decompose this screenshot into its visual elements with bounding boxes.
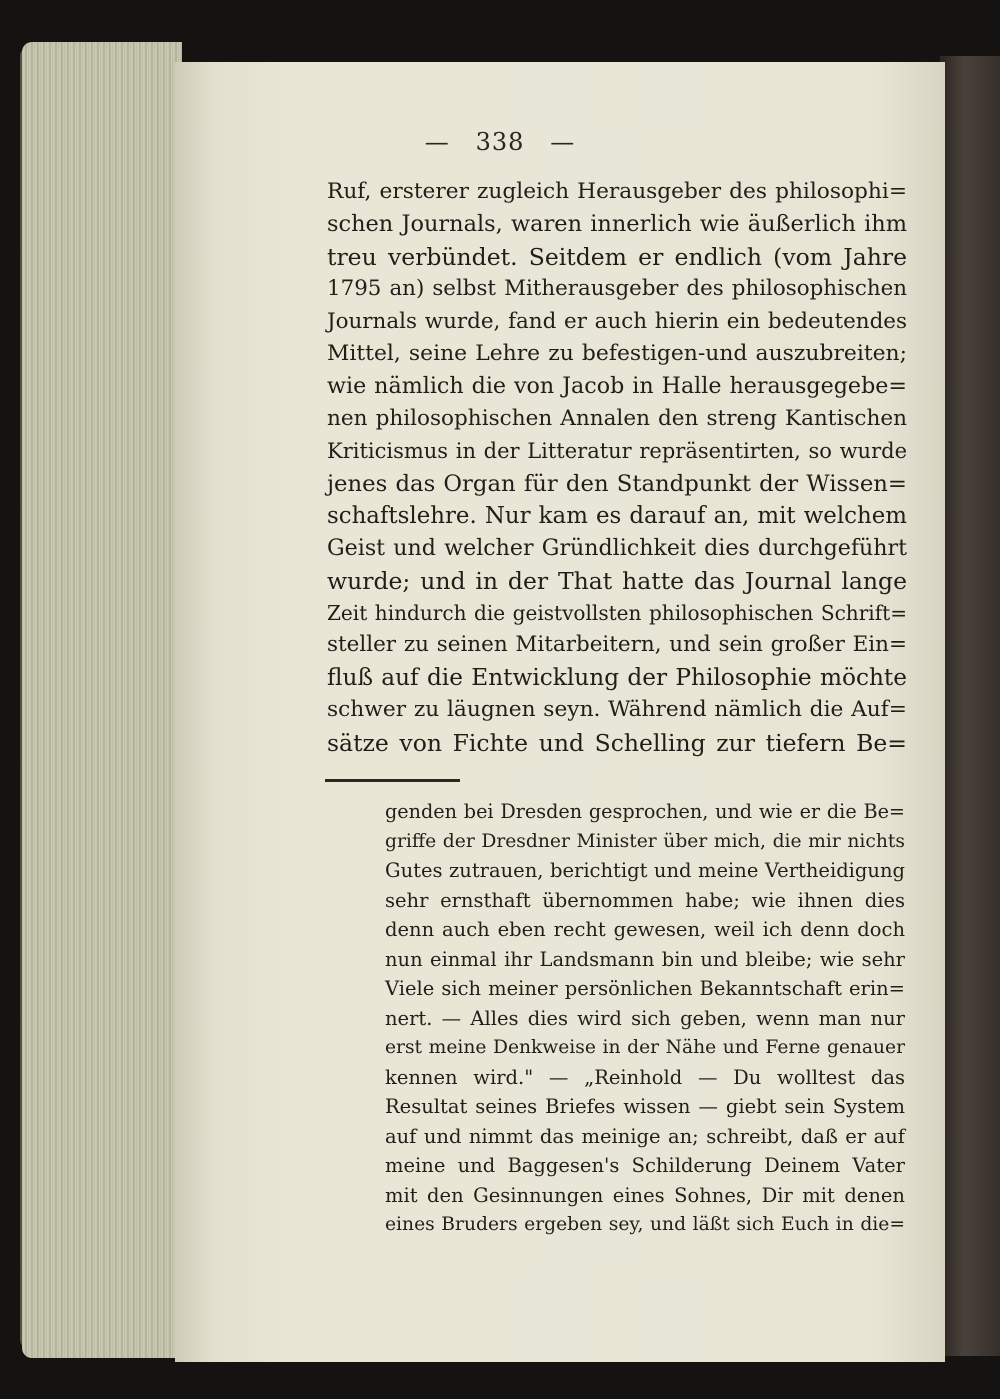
text-line: schaftslehre. Nur kam es darauf an, mit welchem [327,502,907,529]
footnote-line: Viele sich meiner persönlichen Bekanntschaft erin= [385,977,905,1000]
footnote-line: nun einmal ihr Landsmann bin und bleibe; wie sehr [385,947,905,971]
header-dash-right: — [550,128,576,156]
text-line: schwer zu läugnen seyn. Während nämlich die Auf= [327,697,907,723]
footnote-line: kennen wird." — „Reinhold — Du wolltest das [385,1065,905,1089]
page-number: 338 [475,128,525,156]
footnote-line: Gutes zutrauen, berichtigt und meine Vertheidigung [385,859,905,882]
footnote-line: griffe der Dresdner Minister über mich, die mir nichts [385,830,905,852]
main-text-body [327,176,907,759]
text-line: sätze von Fichte und Schelling zur tiefern Be= [327,728,907,757]
footnote-line: mit den Gesinnungen eines Sohnes, Dir mit denen [385,1183,905,1207]
footnote-line: meine und Baggesen's Schilderung Deinem Vater [385,1154,905,1177]
footnote-line: denn auch eben recht gewesen, weil ich denn doch [385,918,905,941]
text-line: Geist und welcher Gründlichkeit dies durchgeführt [327,535,907,562]
page-edges [22,42,182,1358]
footnote-line: eines Bruders ergeben sey, und läßt sich Euch in die= [385,1214,905,1235]
text-line: fluß auf die Entwicklung der Philosophie möchte [327,663,907,691]
footnote-rule [325,779,460,782]
footnote-line: Resultat seines Briefes wissen — giebt sein System [385,1095,905,1118]
text-line: Ruf, ersterer zugleich Herausgeber des philosophi= [327,179,907,204]
text-line: treu verbündet. Seitdem er endlich (vom Jahre [327,242,907,271]
page-header [0,128,1000,156]
footnote-line: sehr ernsthaft übernommen habe; wie ihnen dies [385,888,905,912]
text-line: Kriticismus in der Litteratur repräsentirten, so wurde [327,438,907,464]
book-binding-right [940,56,1000,1356]
header-dash-left: — [424,128,450,156]
text-line: schen Journals, waren innerlich wie äußerlich ihm [327,211,907,238]
footnote-body [385,797,905,1240]
footnote-line: nert. — Alles dies wird sich geben, wenn man nur [385,1006,905,1030]
footnote-line: erst meine Denkweise in der Nähe und Ferne genauer [385,1037,905,1058]
text-line: nen philosophischen Annalen den streng Kantischen [327,405,907,431]
footnote-line: genden bei Dresden gesprochen, und wie er die Be= [385,800,905,823]
text-line: wie nämlich die von Jacob in Halle herausgegebe= [327,373,907,400]
text-line: 1795 an) selbst Mitherausgeber des philosophischen [327,276,907,302]
text-line: wurde; und in der That hatte das Journal lange [327,566,907,595]
text-line: Mittel, seine Lehre zu befestigen-und auszubreiten; [327,340,907,366]
text-line: steller zu seinen Mitarbeitern, und sein großer Ein= [327,632,907,658]
text-line: jenes das Organ für den Standpunkt der Wissen= [327,470,907,497]
footnote-line: auf und nimmt das meinige an; schreibt, daß er auf [385,1124,905,1148]
text-line: Journals wurde, fand er auch hierin ein bedeutendes [327,308,907,334]
text-line: Zeit hindurch die geistvollsten philosophischen Schrift= [327,601,907,626]
